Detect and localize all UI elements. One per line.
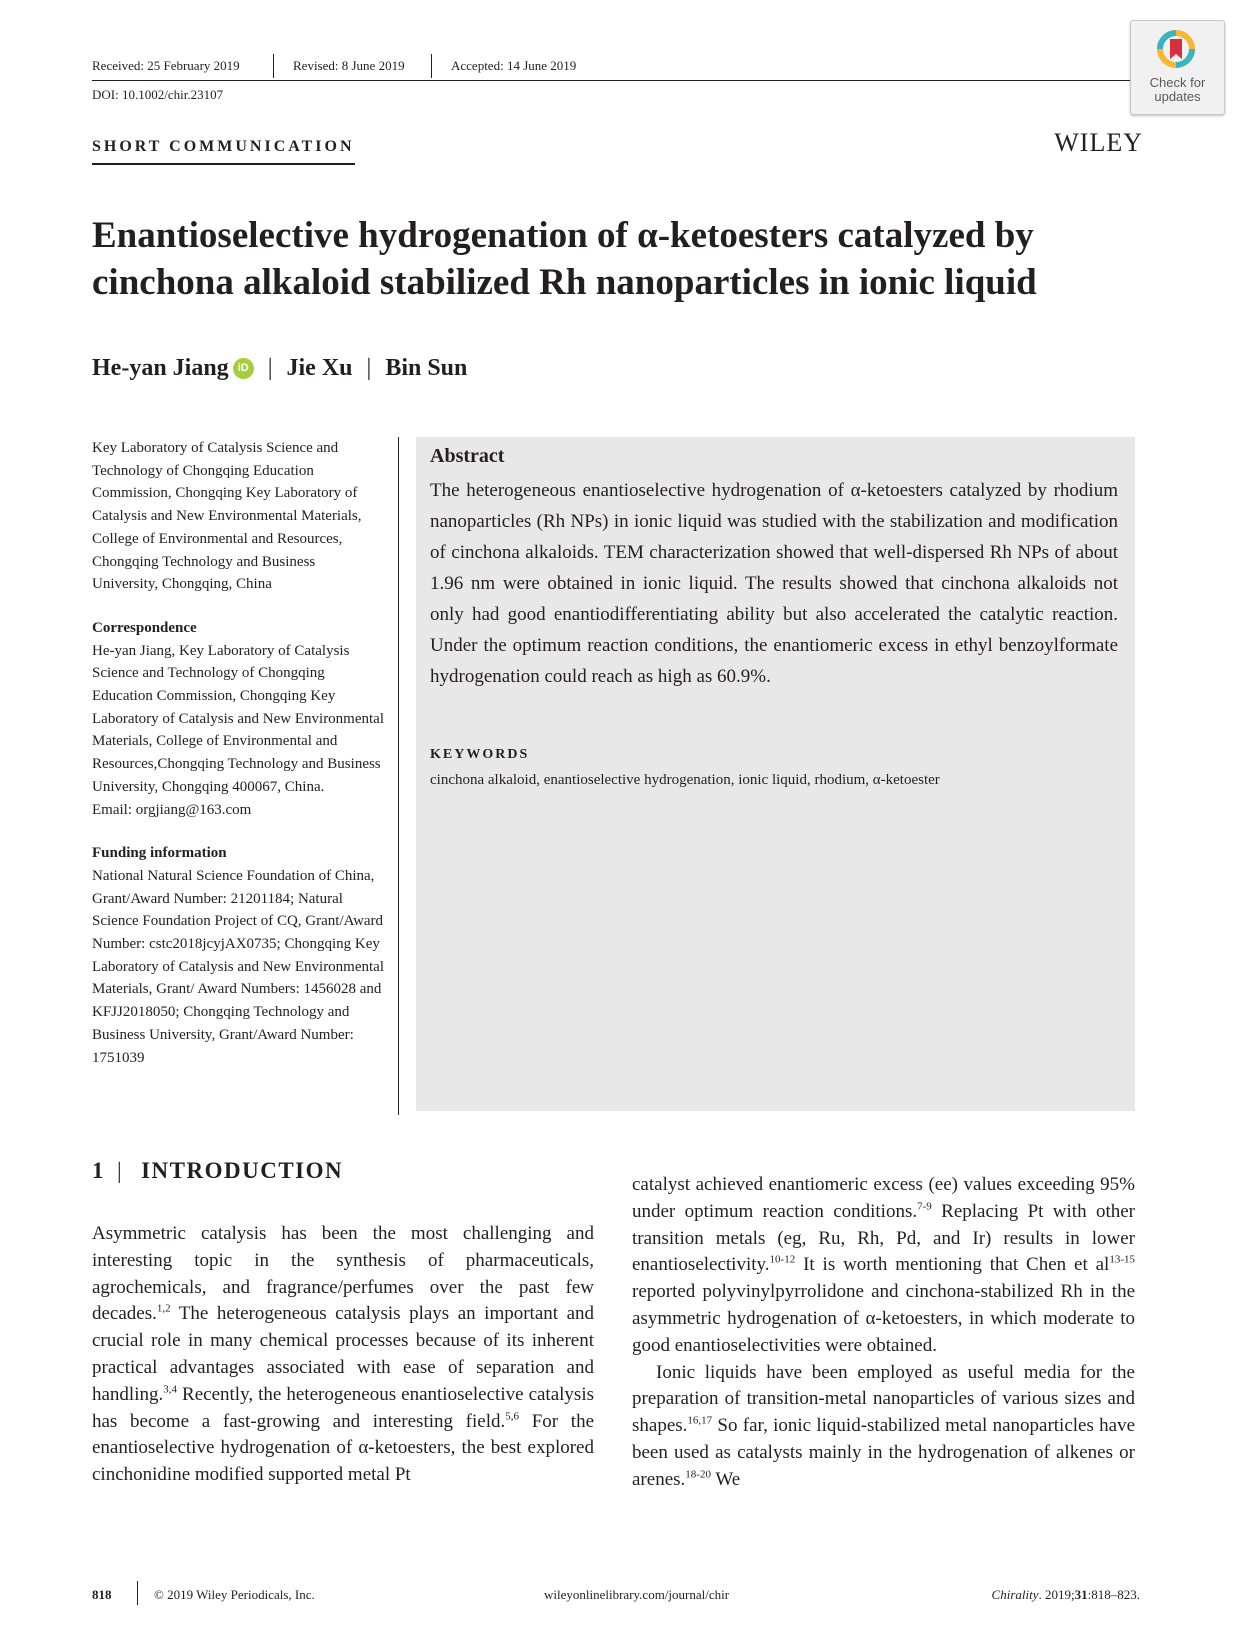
keywords-list: cinchona alkaloid, enantioselective hydrogenation, ionic liquid, rhodium, α-ketoester — [430, 772, 940, 788]
citation-link[interactable]: 13-15 — [1109, 1254, 1135, 1267]
citation-link[interactable]: 5,6 — [505, 1410, 520, 1423]
author-list: He-yan Jiang iD | Jie Xu | Bin Sun — [92, 355, 468, 381]
divider — [273, 54, 274, 78]
badge-line-1: Check for — [1149, 75, 1206, 90]
funding-text: National Natural Science Foundation of China, Grant/Award Number: 21201184; Natural Science Foundation Project of CQ, Grant/Award Number: cstc2018jcyjAX0735; Chongqing Key Laboratory of Catalysis and New Environmental Materials, Grant/ Award Numbers: 1456028 and KFJJ2018050; Chongqing Technology and Business University, Grant/Award Number: 1751039 — [92, 867, 385, 1066]
author-name[interactable]: Jie Xu — [286, 355, 353, 381]
citation-link[interactable]: 16,17 — [687, 1414, 713, 1427]
received-date: Received: 25 February 2019 — [92, 58, 240, 73]
abstract-text: The heterogeneous enantioselective hydrogenation of α-ketoesters catalyzed by rhodium nanoparticles (Rh NPs) in ionic liquid was studied with the stabilization and modification of cinchona alkaloids. TEM characterization showed that well-dispersed Rh NPs of about 1.96 nm were obtained in ionic liquid. The results showed that cinchona alkaloids not only had good enantiodifferentiating ability but also accelerated the catalytic reaction. Under the optimum reaction conditions, the enantiomeric excess in ethyl benzoylformate hydrogenation could reach as high as 60.9%. — [430, 480, 1118, 687]
page-footer — [92, 1587, 1140, 1609]
author-name[interactable]: Bin Sun — [385, 355, 468, 381]
divider — [431, 54, 432, 78]
revised-date: Revised: 8 June 2019 — [293, 58, 405, 73]
correspondence-heading: Correspondence — [92, 619, 197, 636]
keywords-heading: KEYWORDS — [430, 747, 530, 762]
author-name[interactable]: He-yan Jiang — [92, 355, 229, 381]
paragraph: Asymmetric catalysis has been the most challenging and interesting topic in the synthesis of pharmaceuticals, agrochemicals, and fragrance/perfumes over the past few decades.$^{1,2}$ The heterogeneous catalysis plays an important and crucial role in many chemical processes because of its inherent practical advantages associated with ease of separation and handling.$^{3,4}$ Recently, the heterogeneous enantioselective catalysis has become a fast-growing and interesting field.$^{5,6}$ For the enantioselective hydrogenation of α-ketoesters, the best explored cinchonidine modified supported metal Pt — [92, 1223, 594, 1486]
section-number: 1 — [92, 1158, 105, 1183]
abstract-box — [416, 437, 1135, 1111]
journal-citation: Chirality. 2019;31:818–823. — [991, 1587, 1140, 1602]
correspondence-text: He-yan Jiang, Key Laboratory of Catalysis Science and Technology of Chongqing Education Commission, Chongqing Key Laboratory of Catalysis and New Environmental Materials, College of Environmental and Resources,Chongqing Technology and Business University, Chongqing 400067, China. — [92, 642, 385, 795]
accepted-date: Accepted: 14 June 2019 — [451, 58, 577, 73]
abstract-heading: Abstract — [430, 445, 505, 467]
orcid-icon[interactable]: iD — [233, 358, 254, 379]
page-number: 818 — [92, 1587, 112, 1602]
crossmark-icon — [1156, 29, 1196, 69]
journal-url[interactable]: wileyonlinelibrary.com/journal/chir — [544, 1587, 730, 1602]
section-title: INTRODUCTION — [141, 1158, 344, 1183]
publisher-logo: WILEY — [1054, 128, 1143, 157]
section-heading-introduction: 1 | INTRODUCTION — [92, 1158, 344, 1183]
paragraph: catalyst achieved enantiomeric excess (ee) values exceeding 95% under optimum reaction conditions.$^{7-9}$ Replacing Pt with other transition metals (eg, Ru, Rh, Pd, and Ir) results in lower enantioselectivity.$^{10-12}$ It is worth mentioning that Chen et $al^{13-15}$ reported polyvinylpyrrolidone and cinchona-stabilized Rh in the asymmetric hydrogenation of α-ketoesters, in which moderate to good enantioselectivities were obtained. — [632, 1174, 1135, 1356]
publication-dates — [92, 58, 1140, 81]
funding-heading: Funding information — [92, 845, 227, 862]
citation-link[interactable]: 18-20 — [685, 1468, 711, 1481]
citation-link[interactable]: 7-9 — [917, 1200, 932, 1213]
copyright: © 2019 Wiley Periodicals, Inc. — [154, 1587, 315, 1602]
affiliation: Key Laboratory of Catalysis Science and Technology of Chongqing Education Commission, Chongqing Key Laboratory of Catalysis and New Environmental Materials, College of Environmental and Resources, Chongqing Technology and Business University, Chongqing, China — [92, 440, 362, 593]
sidebar — [92, 437, 399, 1115]
citation-link[interactable]: 3,4 — [163, 1383, 177, 1396]
doi[interactable]: DOI: 10.1002/chir.23107 — [92, 87, 224, 102]
article-title: Enantioselective hydrogenation of α-ketoesters catalyzed by cinchona alkaloid stabilized Rh nanoparticles in ionic liquid — [92, 215, 1037, 303]
divider — [137, 1581, 138, 1605]
check-for-updates-badge[interactable] — [1130, 20, 1225, 115]
badge-line-2: updates — [1154, 89, 1201, 104]
citation-link[interactable]: 10-12 — [769, 1254, 796, 1267]
correspondence-email[interactable]: Email: orgjiang@163.com — [92, 801, 252, 818]
body-column-left — [92, 1221, 594, 1489]
body-column-right — [632, 1172, 1135, 1494]
article-type: SHORT COMMUNICATION — [92, 138, 355, 165]
citation-link[interactable]: 1,2 — [156, 1303, 171, 1316]
paragraph: Ionic liquids have been employed as useful media for the preparation of transition-metal nanoparticles of various sizes and shapes.$^{16,17}$ So far, ionic liquid-stabilized metal nanoparticles have been used as catalysts mainly in the hydrogenation of alkenes or arenes.$^{18-20}$ We — [632, 1361, 1135, 1490]
